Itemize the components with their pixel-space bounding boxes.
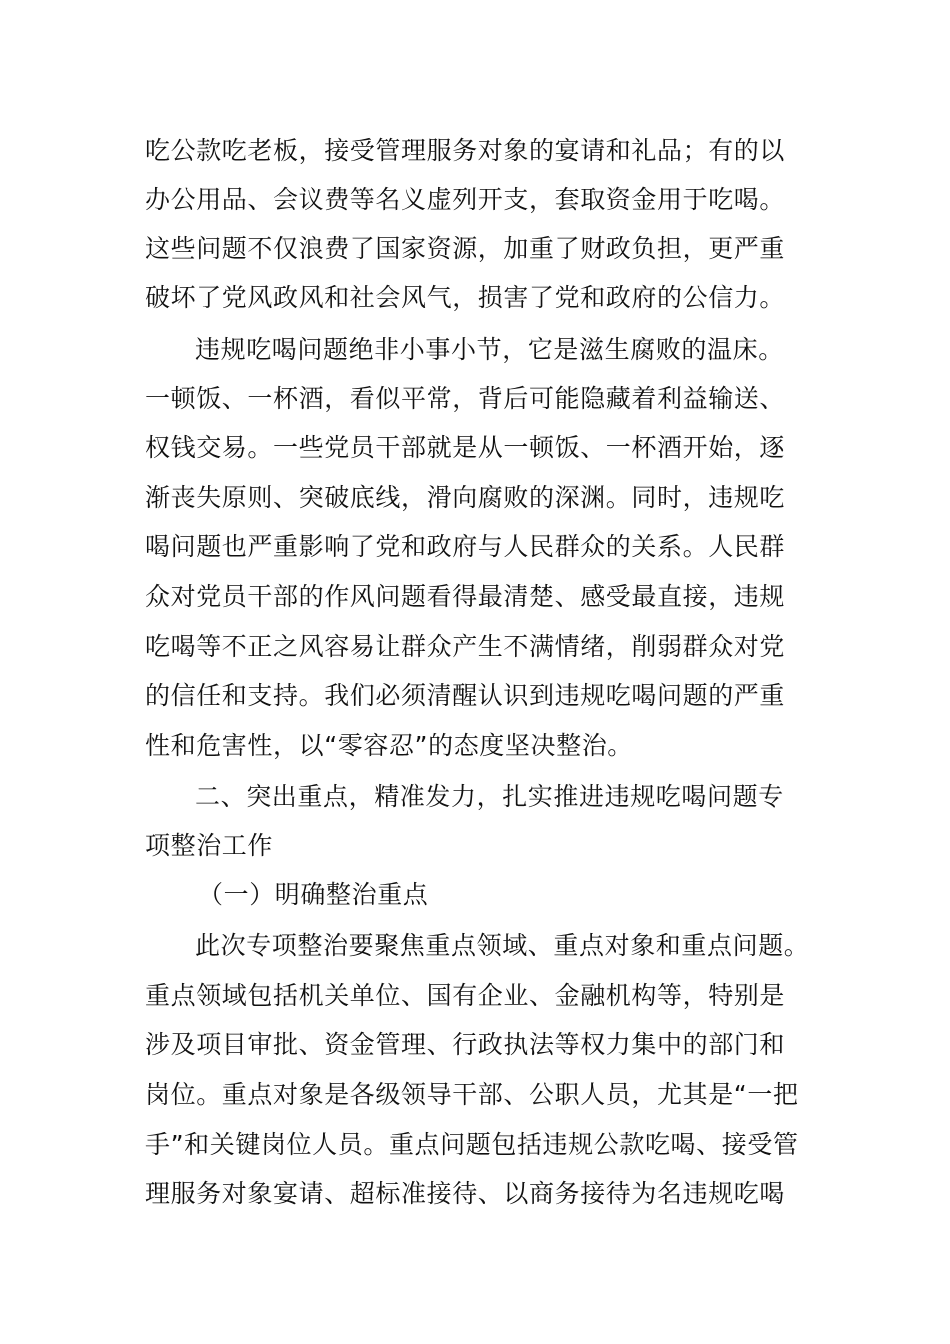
text-line: 吃公款吃老板，接受管理服务对象的宴请和礼品；有的以: [145, 136, 786, 165]
text-line: 喝问题也严重影响了党和政府与人民群众的关系。人民群: [145, 532, 786, 561]
text-line: 一顿饭、一杯酒，看似平常，背后可能隐藏着利益输送、: [145, 384, 786, 413]
text-line: 众对党员干部的作风问题看得最清楚、感受最直接，违规: [145, 582, 786, 611]
text-line: 权钱交易。一些党员干部就是从一顿饭、一杯酒开始，逐: [145, 433, 786, 462]
text-line: 吃喝等不正之风容易让群众产生不满情绪，削弱群众对党: [145, 632, 786, 661]
paragraph-first-line: 此次专项整治要聚焦重点领域、重点对象和重点问题。: [195, 931, 810, 960]
text-line: 渐丧失原则、突破底线，滑向腐败的深渊。同时，违规吃: [145, 483, 786, 512]
text-line: 理服务对象宴请、超标准接待、以商务接待为名违规吃喝: [145, 1179, 786, 1208]
subsection-heading: （一）明确整治重点: [198, 880, 429, 909]
section-heading: 二、突出重点，精准发力，扎实推进违规吃喝问题专: [195, 782, 784, 811]
text-line: 涉及项目审批、资金管理、行政执法等权力集中的部门和: [145, 1030, 786, 1059]
paragraph-first-line: 违规吃喝问题绝非小事小节，它是滋生腐败的温床。: [195, 335, 784, 364]
text-line: 性和危害性，以“零容忍”的态度坚决整治。: [145, 731, 633, 760]
text-line: 的信任和支持。我们必须清醒认识到违规吃喝问题的严重: [145, 681, 786, 710]
text-line: 岗位。重点对象是各级领导干部、公职人员，尤其是“一把: [145, 1080, 799, 1109]
text-line: 重点领域包括机关单位、国有企业、金融机构等，特别是: [145, 981, 786, 1010]
text-line: 这些问题不仅浪费了国家资源，加重了财政负担，更严重: [145, 234, 786, 263]
section-heading-continued: 项整治工作: [145, 831, 274, 860]
text-line: 破坏了党风政风和社会风气，损害了党和政府的公信力。: [145, 283, 786, 312]
text-line: 手”和关键岗位人员。重点问题包括违规公款吃喝、接受管: [145, 1130, 799, 1159]
text-line: 办公用品、会议费等名义虚列开支，套取资金用于吃喝。: [145, 185, 786, 214]
